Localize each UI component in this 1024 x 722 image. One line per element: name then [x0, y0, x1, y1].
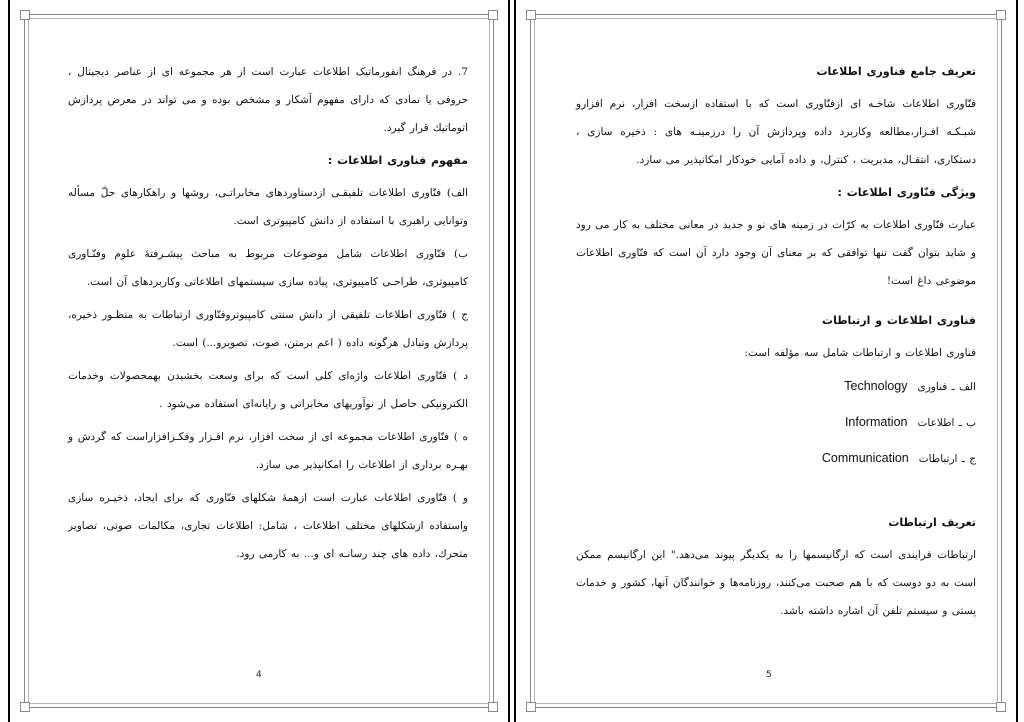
- right-page-content: [576, 58, 976, 630]
- paragraph-comprehensive-definition: فنّاورى اطلاعات شاخـه اى ازفنّاورى است كه با استفاده ازسخت افزار، نرم افزارو شبـكـه افـزار،مطالعه وكاربرد داده وپردازش آن را درزمينـه هاى : ذخيره سازى ، دستكارى، انتقـال، مديريت ، كنترل، و داده آمايى خودكار امكانپذير مى سازد.: [576, 98, 976, 166]
- paragraph-jim: ج ) فنّاورى اطلاعات تلفيقى از دانش سنتى كامپيوتروفنّاورى ارتباطات به منظـور ذخيره، پردازش وتبادل هرگونه داده ( اعم برمتن، صوت، تصويرو...) است.: [68, 309, 468, 349]
- border-corner-ornament: [20, 10, 30, 20]
- paragraph-alef: الف) فنّاورى اطلاعات تلفيقـى ازدستاوردهاى مخابراتـى، روشها و راهكارهاى حلّ مسأله وتوانايى راهبرى با استفاده از دانش كامپيوترى است.: [68, 187, 468, 227]
- paragraph-communication-definition: ارتباطات فرايندى است كه ارگانيسمها را به يكديگر پيوند مى‌دهد." اين ارگانيسم ممكن است به دو دوست كه با هم صحبت مى‌كنند، روزنامه‌ها و خوانندگان آنها، كشور و خدمات پستى و سيستم تلفن آن اشاره داشته باشد.: [576, 549, 976, 617]
- list-item: [576, 408, 976, 437]
- component-latin: Technology: [844, 379, 908, 393]
- paragraph-be: ب) فنّاورى اطلاعات شامل موضوعات مربوط به مباحث پيشـرفتهٔ علوم وفنّـاورى كامپيوترى، طراحـى كامپيوترى، پياده سازى سيستمهاى اطلاعاتى وكاربردهاى آن است.: [68, 248, 468, 288]
- heading-it-concept: مفهوم فناورى اطلاعات :: [327, 154, 468, 167]
- page-number: 4: [256, 670, 262, 680]
- list-item: [576, 444, 976, 473]
- border-corner-ornament: [526, 10, 536, 20]
- component-label: ب ـ اطلاعات: [917, 417, 976, 429]
- heading-it-features: ويژگى فنّاورى اطلاعات :: [837, 186, 976, 199]
- right-page: [514, 0, 1018, 722]
- heading-ict: فناورى اطلاعات و ارتباطات: [822, 314, 976, 327]
- left-page-content: [68, 58, 468, 573]
- component-latin: Information: [844, 415, 908, 429]
- border-corner-ornament: [488, 702, 498, 712]
- border-corner-ornament: [488, 10, 498, 20]
- page-number: 5: [766, 670, 772, 680]
- border-corner-ornament: [20, 702, 30, 712]
- border-corner-ornament: [996, 702, 1006, 712]
- paragraph-definition-7: 7. در فرهنگ انفورماتيک اطلاعات عبارت است از هر مجموعه اى از عناصر ديجيتال ، حروفى يا نمادى كه داراى مفهوم آشكار و مشخص بوده و مى تواند در معرض پردازش اتوماتيك قرار گيرد.: [68, 66, 468, 134]
- border-corner-ornament: [526, 702, 536, 712]
- paragraph-he: ه ) فنّاورى اطلاعات مجموعه اى از سخت افزار، نرم افـزار وفكـرافزاراست كه گردش و بهـره بردارى از اطلاعات را امكانپذير مى سازد.: [68, 431, 468, 471]
- paragraph-dal: د ) فنّاورى اطلاعات واژه‌اى كلى است كه براى وسعت بخشيدن بهمحصولات وخدمات الكترونيكى حاصل از نوآوريهاى مخابراتى و رايانه‌اى استفاده مى‌شود .: [68, 370, 468, 410]
- heading-comprehensive-definition: تعريف جامع فناورى اطلاعات: [816, 65, 976, 78]
- left-page: [8, 0, 510, 722]
- paragraph-vav: و ) فنّاورى اطلاعات عبارت است ازهمهٔ شكلهاى فنّاورى كه براى ايجاد، ذخيـره سازى واستفاده ازشكلهاى مختلف اطلاعات ، شامل: اطلاعات تجارى، مكالمات صوتى، تصاوير متحرك، داده هاى چند رسانـه اى و... به كارمى رود.: [68, 492, 468, 560]
- heading-communication-definition: تعريف ارتباطات: [888, 516, 976, 529]
- component-label: الف ـ فناورى: [917, 381, 976, 393]
- component-latin: Communication: [821, 451, 909, 465]
- list-item: [576, 372, 976, 401]
- paragraph-ict-components-intro: فناورى اطلاعات و ارتباطات شامل سه مؤلفه است:: [744, 347, 976, 359]
- border-corner-ornament: [996, 10, 1006, 20]
- paragraph-it-features: عبارت فنّاورى اطلاعات به كرّات در زمينه هاى نو و جديد در معانى مختلف به كار مى رود و شايد بتوان گفت تنها توافقى كه بر معناى آن وجود دارد آن است كه فنّاورى اطلاعات موضوعى داغ است!: [576, 219, 976, 287]
- component-label: ج ـ ارتباطات: [918, 453, 976, 465]
